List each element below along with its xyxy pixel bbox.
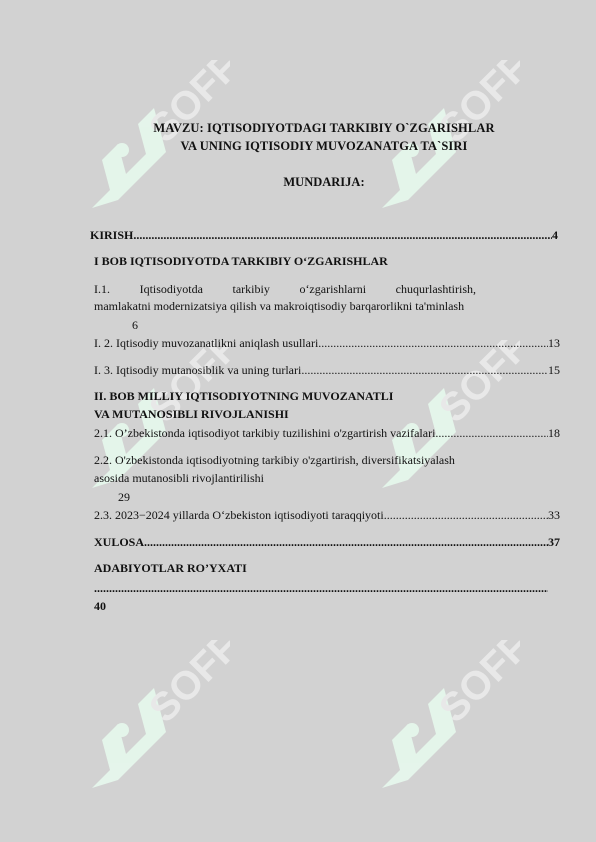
toc-entry-conclusion[interactable] xyxy=(94,534,560,550)
toc-chapter-2-line2: VA MUTANOSIBLI RIVOJLANISHI xyxy=(94,407,289,421)
toc-entry-1-1-line2: mamlakatni modernizatsiya qilish va makroiqtisodiy barqarorlikni ta'minlash xyxy=(94,299,465,313)
watermark-logo xyxy=(360,640,520,800)
toc-entry-page: 15 xyxy=(548,363,560,377)
toc-leader-dots xyxy=(133,227,552,243)
toc-entry-page: 33 xyxy=(548,508,560,522)
toc-entry-page: 37 xyxy=(548,535,560,549)
svg-text:SOFF: SOFF xyxy=(430,340,520,432)
toc-entry-1-3[interactable] xyxy=(94,362,560,378)
toc-leader-dots xyxy=(318,335,548,351)
toc-entry-1-2[interactable] xyxy=(94,335,560,351)
toc-entry-word: Iqtisodiyotda xyxy=(139,282,203,296)
document-title-line2: VA UNING IQTISODIY MUVOZANATGA TA`SIRI xyxy=(180,139,468,153)
toc-leader-dots xyxy=(144,534,548,550)
toc-chapter-2-line1[interactable]: II. BOB MILLIY IQTISODIYOTNING MUVOZANATLI xyxy=(94,389,394,403)
toc-chapter-1[interactable]: I BOB IQTISODIYOTDA TARKIBIY O‘ZGARISHLAR xyxy=(94,254,388,268)
svg-text:SOFF: SOFF xyxy=(140,340,230,432)
toc-entry-page: 4 xyxy=(552,228,558,242)
toc-entry-label: XULOSA xyxy=(94,535,145,549)
toc-entry-2-2-line2: asosida mutanosibli rivojlantirilishi xyxy=(94,471,264,485)
toc-entry-label: 2.3. 2023−2024 yillarda O‘zbekiston iqtisodiyoti taraqqiyoti xyxy=(94,508,384,522)
toc-entry-2-2-page: 29 xyxy=(118,490,130,504)
toc-entry-label: I. 2. Iqtisodiy muvozanatlikni aniqlash usullari xyxy=(94,336,319,350)
toc-entry-word: tarkibiy xyxy=(232,282,270,296)
svg-text:SOFF: SOFF xyxy=(430,60,520,152)
svg-text:SOFF: SOFF xyxy=(140,60,230,152)
toc-leader-dots xyxy=(94,580,548,596)
toc-leader-dots xyxy=(384,507,548,523)
watermark-logo xyxy=(70,640,230,800)
toc-entry-page: 13 xyxy=(548,336,560,350)
svg-text:SOFF: SOFF xyxy=(430,640,520,732)
toc-entry-page: 18 xyxy=(548,426,560,440)
toc-entry-2-1[interactable] xyxy=(94,425,560,441)
toc-entry-number: I.1. xyxy=(94,282,110,296)
toc-entry-references-page: 40 xyxy=(94,599,106,613)
svg-text:SOFF: SOFF xyxy=(140,640,230,732)
toc-entry-word: o‘zgarishlarni xyxy=(299,282,367,296)
document-title-line1: MAVZU: IQTISODIYOTDAGI TARKIBIY O`ZGARISHLAR xyxy=(153,121,495,135)
toc-entry-1-1-page: 6 xyxy=(132,318,138,332)
toc-entry-label: I. 3. Iqtisodiy mutanosiblik va uning turlari xyxy=(94,363,302,377)
toc-entry-1-1[interactable] xyxy=(94,281,476,297)
toc-entry-word: chuqurlashtirish, xyxy=(395,282,476,296)
toc-leader-dots xyxy=(435,425,548,441)
toc-entry-label: 2.1. O’zbekistonda iqtisodiyot tarkibiy tuzilishini o'zgartirish vazifalari xyxy=(94,426,436,440)
toc-entry-2-2[interactable]: 2.2. O'zbekistonda iqtisodiyotning tarkibiy o'zgartirish, diversifikatsiyalash xyxy=(94,453,455,467)
toc-leader-dots-row xyxy=(94,580,548,596)
contents-heading: MUNDARIJA: xyxy=(283,175,365,189)
toc-entry-label: KIRISH xyxy=(90,228,134,242)
toc-entry-2-3[interactable] xyxy=(94,507,560,523)
toc-entry-intro[interactable] xyxy=(90,227,558,243)
toc-leader-dots xyxy=(301,362,548,378)
toc-entry-references[interactable]: ADABIYOTLAR RO’YXATI xyxy=(94,561,247,575)
